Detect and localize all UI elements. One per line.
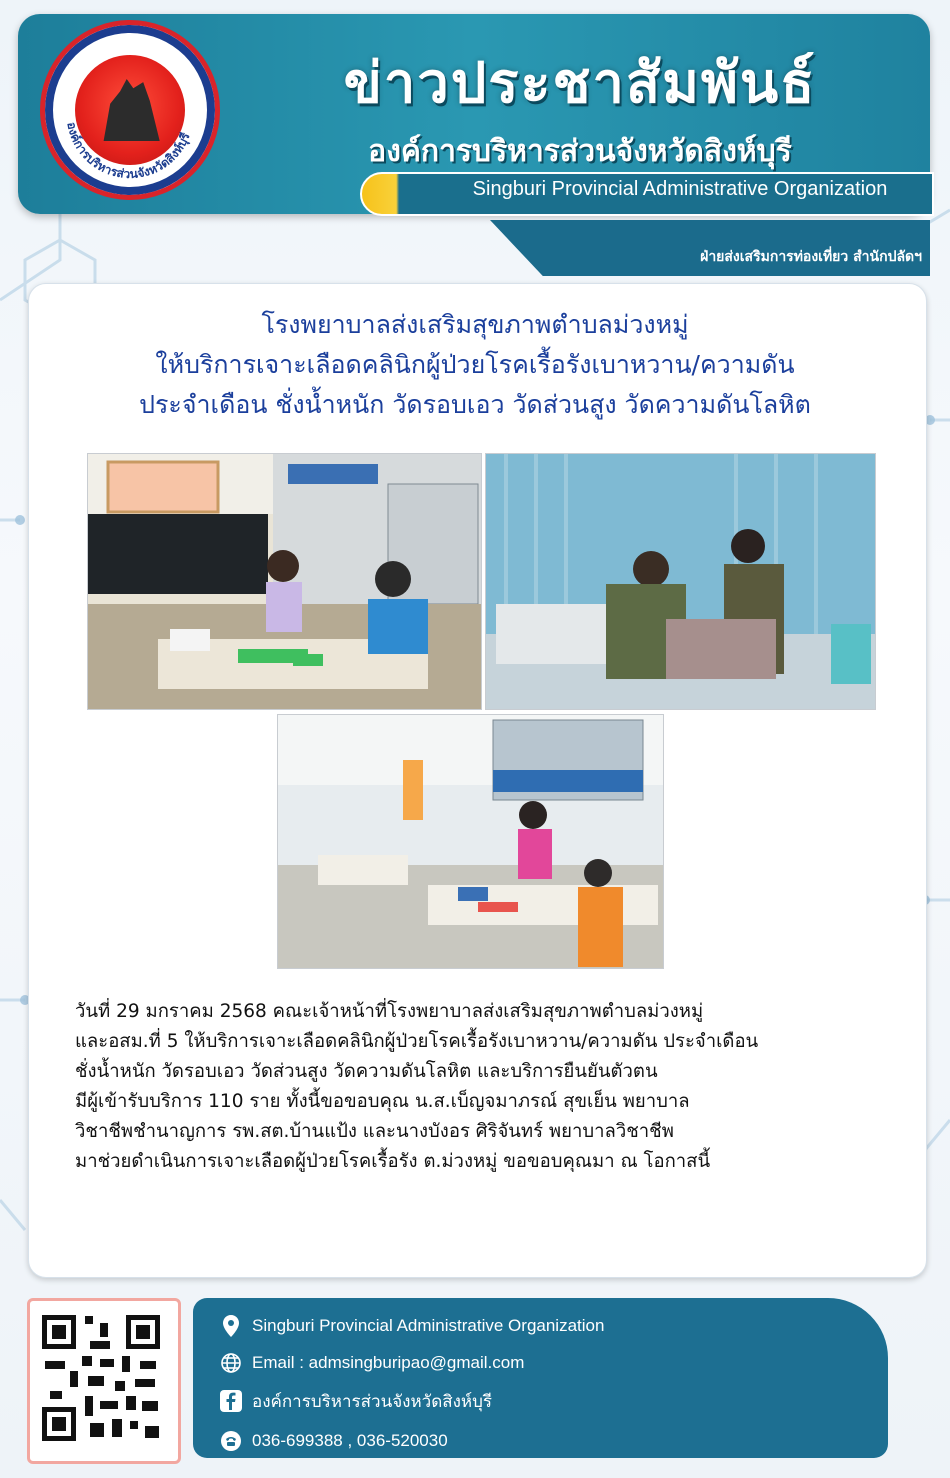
footer-phone-row[interactable]: [220, 1428, 448, 1454]
news-headline: [40, 305, 910, 425]
telephone-icon: [220, 1430, 242, 1452]
body-line-2: และอสม.ที่ 5 ให้บริการเจาะเลือดคลินิกผู้ป่วยโรคเรื้อรังเบาหวาน/ความดัน ประจำเดือน: [75, 1031, 759, 1052]
headline-line-2: ให้บริการเจาะเลือดคลินิกผู้ป่วยโรคเรื้อรังเบาหวาน/ความดัน: [155, 350, 795, 379]
footer-email[interactable]: Email : admsingburipao@gmail.com: [252, 1353, 525, 1372]
svg-text:องค์การบริหารส่วนจังหวัดสิงห์บ: องค์การบริหารส่วนจังหวัดสิงห์บุรี: [64, 120, 193, 182]
globe-icon: [220, 1352, 242, 1374]
location-pin-icon: [220, 1315, 242, 1337]
news-body: [75, 997, 895, 1177]
footer-phone[interactable]: 036-699388 , 036-520030: [252, 1431, 448, 1450]
body-line-6: มาช่วยดำเนินการเจาะเลือดผู้ป่วยโรคเรื้อรัง ต.ม่วงหมู่ ขอขอบคุณมา ณ โอกาสนี้: [75, 1151, 711, 1172]
body-line-5: วิชาชีพชำนาญการ รพ.สต.บ้านแป้ง และนางบังอร ศิริจันทร์ พยาบาลวิชาชีพ: [75, 1121, 674, 1142]
org-name-thai: องค์การบริหารส่วนจังหวัดสิงห์บุรี: [368, 134, 792, 169]
department-label: ฝ่ายส่งเสริมการท่องเที่ยว สำนักปลัดฯ: [700, 249, 922, 265]
footer-address: Singburi Provincial Administrative Organization: [252, 1316, 605, 1335]
footer-facebook[interactable]: องค์การบริหารส่วนจังหวัดสิงห์บุรี: [252, 1391, 493, 1411]
photo-clinic-hall: [277, 714, 664, 969]
facebook-icon: [220, 1390, 242, 1412]
qr-code[interactable]: [27, 1298, 181, 1464]
qr-code-icon: [30, 1301, 172, 1455]
body-line-1: วันที่ 29 มกราคม 2568 คณะเจ้าหน้าที่โรงพยาบาลส่งเสริมสุขภาพตำบลม่วงหมู่: [75, 1001, 704, 1022]
photo-bedside-blood-draw: [485, 453, 876, 710]
body-line-4: มีผู้เข้ารับบริการ 110 ราย ทั้งนี้ขอขอบคุณ น.ส.เบ็ญจมาภรณ์ สุขเย็น พยาบาล: [75, 1091, 690, 1112]
pao-logo: [40, 20, 220, 200]
org-name-english: Singburi Provincial Administrative Organization: [472, 178, 888, 200]
headline-line-3: ประจำเดือน ชั่งน้ำหนัก วัดรอบเอว วัดส่วนสูง วัดความดันโลหิต: [139, 390, 811, 419]
news-title: ข่าวประชาสัมพันธ์: [343, 51, 817, 116]
body-line-3: ชั่งน้ำหนัก วัดรอบเอว วัดส่วนสูง วัดความดันโลหิต และบริการยืนยันตัวตน: [75, 1061, 658, 1082]
footer-email-row[interactable]: [220, 1350, 524, 1376]
photo-reception-blood-draw: [87, 453, 482, 710]
logo-seal-text: [45, 25, 215, 195]
headline-line-1: โรงพยาบาลส่งเสริมสุขภาพตำบลม่วงหมู่: [261, 310, 689, 339]
footer-facebook-row[interactable]: [220, 1388, 492, 1414]
footer-address-row: [220, 1313, 604, 1339]
